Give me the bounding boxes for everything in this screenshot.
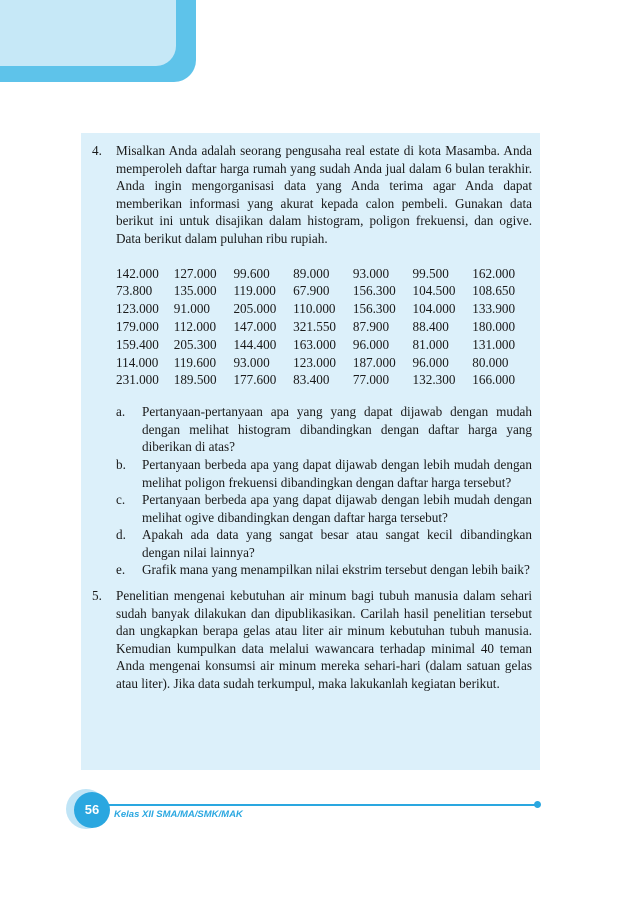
question-body <box>116 587 532 693</box>
table-cell: 67.900 <box>293 283 330 299</box>
table-cell: 156.300 <box>352 301 396 317</box>
table-cell: 133.900 <box>472 301 516 317</box>
subquestion-item <box>116 561 532 579</box>
table-row <box>116 265 532 283</box>
table-cell: 163.000 <box>293 336 336 352</box>
table-cell: 114.000 <box>116 354 159 370</box>
table-cell: 179.000 <box>116 318 159 334</box>
table-cell: 156.300 <box>352 283 396 299</box>
table-cell: 123.000 <box>116 301 159 317</box>
page-number: 56 <box>74 792 110 828</box>
table-cell: 187.000 <box>352 354 396 370</box>
table-row <box>116 318 532 336</box>
table-row <box>116 371 532 389</box>
table-cell: 81.000 <box>412 336 449 352</box>
price-table-body <box>116 265 532 390</box>
table-cell: 166.000 <box>472 372 516 388</box>
table-cell: 119.000 <box>233 283 276 299</box>
table-cell: 96.000 <box>412 354 449 370</box>
subquestion-letter: d. <box>116 527 126 543</box>
table-cell: 162.000 <box>472 265 516 281</box>
table-cell: 159.400 <box>116 336 159 352</box>
subquestion-item <box>116 491 532 526</box>
table-cell: 231.000 <box>116 372 159 388</box>
table-cell: 110.000 <box>293 301 336 317</box>
table-cell: 144.400 <box>233 336 277 352</box>
subquestion-text: Pertanyaan-pertanyaan apa yang yang dapat dijawab dengan mudah dengan melihat histogram dibandingkan dengan daftar harga yang diberikan di atas? <box>142 404 532 455</box>
table-cell: 104.000 <box>412 301 456 317</box>
subquestion-letter: b. <box>116 456 126 472</box>
question-text: Misalkan Anda adalah seorang pengusaha real estate di kota Masamba. Anda memperoleh daftar harga rumah yang sudah Anda jual dalam 6 bulan terakhir. Anda ingin mengorganisasi data yang Anda terima agar Anda dapat memberikan informasi yang akurat kepada calon pembeli. Gunakan data berikut ini untuk disajikan dalam histogram, poligon frekuensi, dan ogive. Data berikut dalam puluhan ribu rupiah. <box>116 143 532 246</box>
question-number: 4. <box>92 143 102 158</box>
table-cell: 189.500 <box>173 372 217 388</box>
subquestion-item <box>116 456 532 491</box>
corner-decoration-inner <box>0 0 176 66</box>
table-cell: 80.000 <box>472 354 509 370</box>
subquestion-text: Grafik mana yang menampilkan nilai ekstrim tersebut dengan lebih baik? <box>142 562 530 578</box>
subquestion-letter: a. <box>116 404 126 420</box>
table-cell: 87.900 <box>352 318 390 334</box>
table-cell: 180.000 <box>472 318 516 334</box>
table-row <box>116 336 532 354</box>
table-cell: 83.400 <box>293 372 330 388</box>
question-4 <box>92 142 532 579</box>
table-cell: 131.000 <box>472 336 516 352</box>
question-number: 5. <box>92 588 102 604</box>
footer-line <box>106 804 537 806</box>
subquestion-item <box>116 403 532 456</box>
corner-decoration <box>0 0 196 82</box>
question-5 <box>92 587 532 693</box>
table-cell: 205.000 <box>233 301 277 317</box>
table-cell: 89.000 <box>293 265 330 281</box>
table-cell: 93.000 <box>352 265 390 281</box>
footer-book-title: Kelas XII SMA/MA/SMK/MAK <box>114 809 243 820</box>
subquestion-letter: e. <box>116 562 126 578</box>
table-cell: 135.000 <box>173 283 217 299</box>
price-table <box>116 265 532 390</box>
question-text: Penelitian mengenai kebutuhan air minum bagi tubuh manusia dalam sehari sudah banyak dilakukan dan dipublikasikan. Carilah hasil penelitian tersebut dan ungkapkan berapa gelas atau liter air minum kebutuhan tubuh manusia. Kemudian kumpulkan data melalui wawancara terhadap minimal 40 teman Anda mengenai konsumsi air minum mereka sehari-hari (dalam satuan gelas atau liter). Jika data sudah terkumpul, maka lakukanlah kegiatan berikut. <box>116 588 532 692</box>
table-cell: 99.500 <box>412 265 449 281</box>
table-cell: 96.000 <box>352 336 390 352</box>
table-cell: 93.000 <box>233 354 270 370</box>
table-cell: 73.800 <box>116 283 153 299</box>
table-cell: 112.000 <box>173 318 217 334</box>
table-cell: 132.300 <box>412 372 456 388</box>
table-cell: 91.000 <box>173 301 210 317</box>
table-row <box>116 300 532 318</box>
table-cell: 77.000 <box>352 372 390 388</box>
subquestion-letter: c. <box>116 492 126 508</box>
table-cell: 123.000 <box>293 354 336 370</box>
table-row <box>116 282 532 300</box>
table-cell: 147.000 <box>233 318 277 334</box>
table-cell: 177.600 <box>233 372 277 388</box>
subquestion-list <box>116 403 532 579</box>
table-cell: 99.600 <box>233 265 270 281</box>
question-body <box>116 142 532 579</box>
table-cell: 321.550 <box>293 318 336 334</box>
subquestion-item <box>116 526 532 561</box>
table-cell: 119.600 <box>173 354 217 370</box>
subquestion-text: Pertanyaan berbeda apa yang dapat dijawab dengan lebih mudah dengan melihat ogive dibandingkan dengan daftar harga tersebut? <box>142 492 532 525</box>
table-row <box>116 354 532 372</box>
table-cell: 205.300 <box>173 336 217 352</box>
footer-line-end-dot <box>534 801 541 808</box>
table-cell: 88.400 <box>412 318 449 334</box>
table-cell: 127.000 <box>173 265 217 281</box>
table-cell: 142.000 <box>116 265 159 281</box>
exercise-content <box>92 142 532 693</box>
subquestion-text: Apakah ada data yang sangat besar atau sangat kecil dibandingkan dengan nilai lainnya? <box>142 527 532 560</box>
table-cell: 104.500 <box>412 283 456 299</box>
table-cell: 108.650 <box>472 283 516 299</box>
subquestion-text: Pertanyaan berbeda apa yang dapat dijawab dengan lebih mudah dengan melihat poligon frekuensi dibandingkan dengan daftar harga tersebut? <box>142 456 532 490</box>
